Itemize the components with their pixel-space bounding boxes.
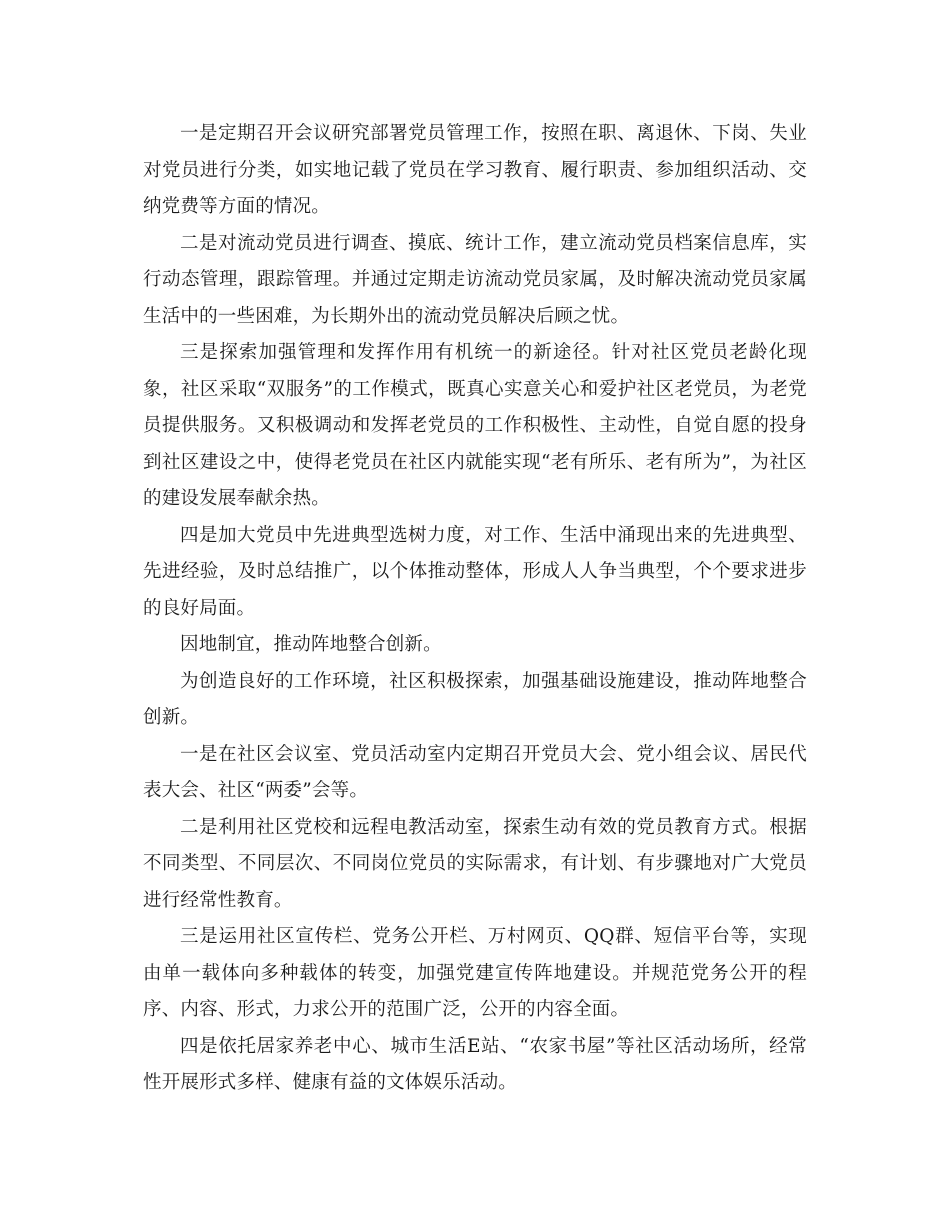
paragraph-2: 二是对流动党员进行调查、摸底、统计工作，建立流动党员档案信息库，实行动态管理，跟踪管理。并通过定期走访流动党员家属，及时解决流动党员家属生活中的一些困难，为长期外出的流动党员解决后顾之忧。 [143, 232, 807, 327]
paragraph-3: 三是探索加强管理和发挥作用有机统一的新途径。针对社区党员老龄化现象，社区采取“双服务”的工作模式，既真心实意关心和爱护社区老党员，为老党员提供服务。又积极调动和发挥老党员的工作积极性、主动性，自觉自愿的投身到社区建设之中，使得老党员在社区内就能实现“老有所乐、老有所为”，为社区的建设发展奉献余热。 [143, 342, 807, 509]
paragraph-5: 因地制宜，推动阵地整合创新。 [180, 634, 442, 655]
paragraph-7: 一是在社区会议室、党员活动室内定期召开党员大会、党小组会议、居民代表大会、社区“两委”会等。 [143, 743, 807, 801]
paragraph-10: 四是依托居家养老中心、城市生活E站、“农家书屋”等社区活动场所，经常性开展形式多样、健康有益的文体娱乐活动。 [143, 1035, 807, 1093]
paragraph-8: 二是利用社区党校和远程电教活动室，探索生动有效的党员教育方式。根据不同类型、不同层次、不同岗位党员的实际需求，有计划、有步骤地对广大党员进行经常性教育。 [143, 816, 807, 911]
paragraph-1: 一是定期召开会议研究部署党员管理工作，按照在职、离退休、下岗、失业对党员进行分类，如实地记载了党员在学习教育、履行职责、参加组织活动、交纳党费等方面的情况。 [143, 123, 807, 217]
paragraph-4: 四是加大党员中先进典型选树力度，对工作、生活中涌现出来的先进典型、先进经验，及时总结推广，以个体推动整体，形成人人争当典型，个个要求进步的良好局面。 [143, 524, 807, 619]
paragraph-6: 为创造良好的工作环境，社区积极探索，加强基础设施建设，推动阵地整合创新。 [143, 670, 807, 728]
document-body [143, 116, 807, 1102]
paragraph-9: 三是运用社区宣传栏、党务公开栏、万村网页、QQ群、短信平台等，实现由单一载体向多种载体的转变，加强党建宣传阵地建设。并规范党务公开的程序、内容、形式，力求公开的范围广泛，公开的内容全面。 [143, 926, 807, 1020]
